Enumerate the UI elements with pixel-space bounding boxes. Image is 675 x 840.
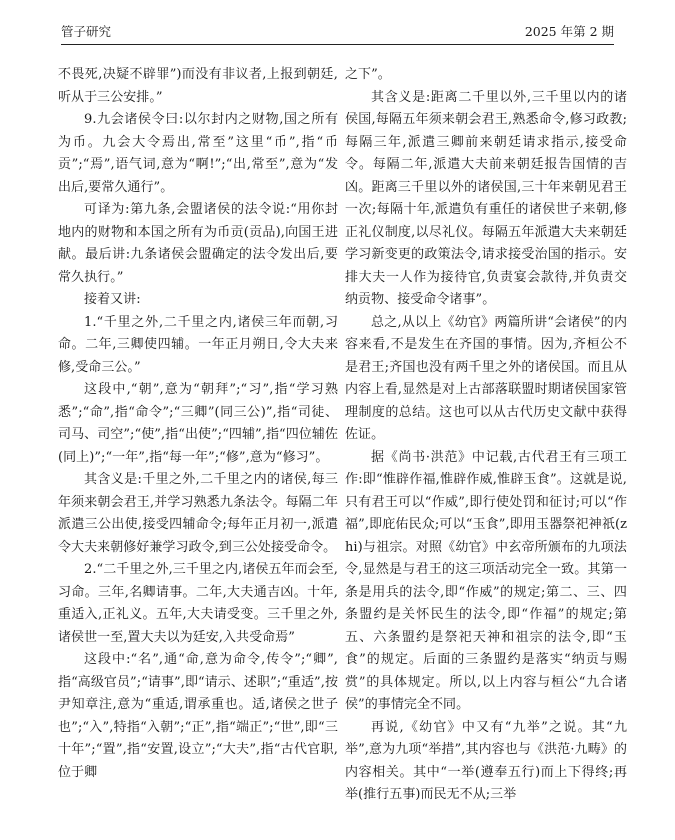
page-header <box>61 0 614 45</box>
paragraph: 之下”。 <box>345 67 391 82</box>
paragraph: 1.“千里之外,二千里之内,诸侯三年而朝,习命。二年,三卿使四辅。一年正月朔日,令大夫来修,受命三公。” <box>58 314 338 375</box>
paragraph: 据《尚书·洪范》中记载,古代君王有三项工作:即“惟辟作福,惟辟作威,惟辟玉食”。这就是说,只有君王可以“作威”,即行使处罚和征讨;可以“作福”,即庇佑民众;可以“玉食”,即用玉器祭祀神祇(zhi)与祖宗。对照《幼官》中玄帝所颁布的九项法令,显然是与君王的这三项活动完全一致。其第一条是用兵的法令,即“作威”的规定;第二、三、四条盟约是关怀民生的法令,即“作福”的规定;第五、六条盟约是祭祀天神和祖宗的法令,即“玉食”的规定。后面的三条盟约是落实“纳贡与赐赏”的具体规定。所以,以上内容与桓公“九合诸侯”的事情完全不同。 <box>345 449 627 712</box>
left-column <box>58 64 338 784</box>
journal-title: 管子研究 <box>61 24 112 39</box>
paragraph: 可译为:第九条,会盟诸侯的法令说:“用你封地内的财物和本国之所有为币贡(贡品),向国王进献。最后讲:九条诸侯会盟确定的法令发出后,要常久执行。” <box>58 202 338 285</box>
paragraph: 这段中:“名”,通“命,意为命令,传令”;“卿”,指“高级官员”;“请事”,即“请示、述职”;“重适”,按尹知章注,意为“重适,谓承重也。适,诸侯之世子也”;“入”,特指“入朝”;“正”,指“端正”;“世”,即“三十年”;“置”,指“安置,设立”;“大夫”,指“古代官职,位于卿 <box>58 652 338 780</box>
issue-number: 2025 年第 2 期 <box>524 24 614 39</box>
right-column <box>345 64 627 807</box>
paragraph: 2.“二千里之外,三千里之内,诸侯五年而会至,习命。三年,名卿请事。二年,大夫通吉凶。十年,重适入,正礼义。五年,大夫请受变。三千里之外,诸侯世一至,置大夫以为廷安,入共受命焉” <box>58 562 338 645</box>
paragraph: 不畏死,决疑不辟罪”)而没有非议者,上报到朝廷,听从于三公安排。” <box>58 67 338 105</box>
paragraph: 总之,从以上《幼官》两篇所讲“会诸侯”的内容来看,不是发生在齐国的事情。因为,齐桓公不是君王;齐国也没有两千里之外的诸侯国。而且从内容上看,显然是对上古部落联盟时期诸侯国家管理制度的总结。这也可以从古代历史文献中获得佐证。 <box>345 314 627 442</box>
paragraph: 这段中,“朝”,意为“朝拜”;“习”,指“学习熟悉”;“命”,指“命令”;“三卿”(同三公)”,指“司徒、司马、司空”;“使”,指“出使”;“四辅”,指“四位辅佐(同上)”;“一年”,指“每一年”;“修”,意为“修习”。 <box>58 382 338 465</box>
paragraph: 9.九会诸侯令曰:以尔封内之财物,国之所有为币。九会大令焉出,常至”这里“币”,指“币贡”;“焉”,语气词,意为“啊!”;“出,常至”,意为“发出后,要常久通行”。 <box>58 112 338 195</box>
paragraph: 其含义是:千里之外,二千里之内的诸侯,每三年须来朝会君王,并学习熟悉九条法令。每隔二年派遣三公出使,接受四辅命令;每年正月初一,派遣令大夫来朝修好兼学习政令,到三公处接受命令。 <box>58 472 338 555</box>
paragraph: 接着又讲: <box>84 292 141 307</box>
paragraph: 再说,《幼官》中又有“九举”之说。其“九举”,意为九项“举措”,其内容也与《洪范·九畴》的内容相关。其中“一举(遵奉五行)而上下得终;再举(推行五事)而民无不从;三举 <box>345 719 627 802</box>
paragraph: 其含义是:距离二千里以外,三千里以内的诸侯国,每隔五年须来朝会君王,熟悉命令,修习政教;每隔三年,派遣三卿前来朝廷请求指示,接受命令。每隔二年,派遣大夫前来朝廷报告国情的吉凶。距离三千里以外的诸侯国,三十年来朝见君王一次;每隔十年,派遣负有重任的诸侯世子来朝,修正礼仪制度,以尽礼仪。每隔五年派遣大夫来朝廷学习新变更的政策法令,请求接受治国的指示。安排大夫一人作为接待官,负责宴会款待,并负责交纳贡物、接受命令诸事”。 <box>345 89 627 307</box>
